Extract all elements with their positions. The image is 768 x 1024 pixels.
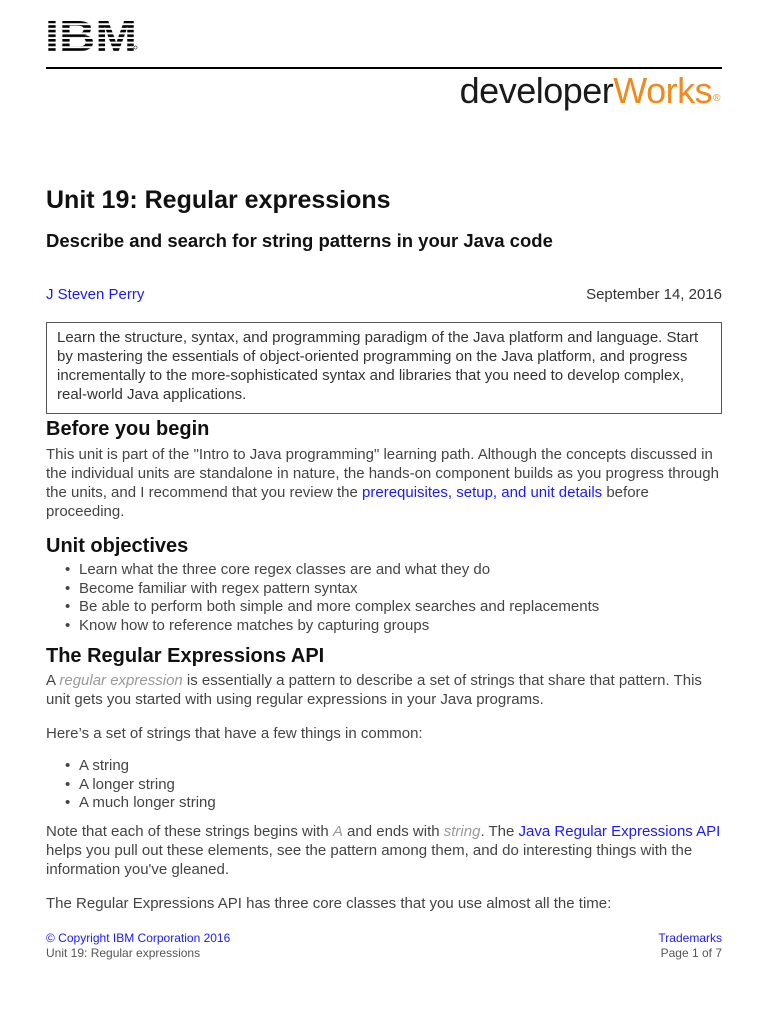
list-item: • Become familiar with regex pattern syntax — [46, 580, 599, 599]
list-item: • Be able to perform both simple and more complex searches and replacements — [46, 598, 599, 617]
strings-intro-paragraph: Here’s a set of strings that have a few things in common: — [46, 725, 423, 742]
api-p1-a: A — [46, 672, 60, 689]
ibm-logo — [46, 16, 146, 56]
regex-api-paragraph — [46, 822, 722, 879]
objectives-list — [46, 561, 599, 635]
before-text-end: before proceeding. — [46, 484, 649, 520]
term-string: string — [443, 823, 481, 840]
brand-developer: developer — [459, 70, 614, 111]
footer-unit-name: Unit 19: Regular expressions — [46, 945, 201, 960]
trademarks-link[interactable]: Trademarks — [658, 931, 722, 945]
list-item: • A much longer string — [46, 794, 216, 813]
before-you-begin-paragraph — [46, 445, 722, 521]
abstract-box: Learn the structure, syntax, and programming paradigm of the Java platform and language. Start by mastering the essentials of object-oriented programming on the Java platform, and progress incrementally to the more-sophisticated syntax and libraries that you need to develop complex, real-world Java applications. — [46, 322, 722, 414]
core-classes-paragraph: The Regular Expressions API has three core classes that you use almost all the time: — [46, 895, 612, 912]
page-number: Page 1 of 7 — [660, 945, 722, 960]
list-item: • Know how to reference matches by capturing groups — [46, 617, 599, 636]
page-title: Unit 19: Regular expressions — [46, 186, 391, 214]
header-rule — [46, 67, 722, 69]
term-regular-expression: regular expression — [59, 672, 183, 689]
list-item: • A longer string — [46, 776, 216, 795]
footer-left — [46, 931, 230, 960]
before-text: This unit is part of the "Intro to Java programming" learning path. Although the concepts discussed in the individual units are standalone in nature, the hands-on component builds as you progress through the units, and I recommend that you review the — [46, 446, 719, 501]
page-subtitle: Describe and search for string patterns in your Java code — [46, 230, 553, 251]
list-item: • Learn what the three core regex classes are and what they do — [46, 561, 599, 580]
footer-right — [658, 931, 722, 960]
java-regex-api-link[interactable]: Java Regular Expressions API — [518, 823, 721, 840]
api-p3-c: . The — [480, 823, 519, 840]
publish-date: September 14, 2016 — [586, 286, 722, 303]
section-heading-unit-objectives: Unit objectives — [46, 535, 189, 557]
developerworks-logo — [460, 70, 720, 112]
section-heading-before-you-begin: Before you begin — [46, 418, 210, 440]
api-p1-b: is essentially a pattern to describe a set of strings that share that pattern. This unit gets you started with using regular expressions in your Java programs. — [46, 672, 702, 708]
api-p3-d: helps you pull out these elements, see the pattern among them, and do interesting things with the information you've gleaned. — [46, 842, 693, 878]
registered-mark: ® — [713, 93, 720, 104]
brand-works: Works — [613, 70, 713, 111]
list-item: • A string — [46, 757, 216, 776]
api-p3-a: Note that each of these strings begins with — [46, 823, 333, 840]
author-link[interactable]: J Steven Perry — [46, 286, 145, 303]
byline — [46, 286, 722, 303]
section-heading-regex-api: The Regular Expressions API — [46, 645, 325, 667]
example-strings-list — [46, 757, 216, 813]
regex-intro-paragraph — [46, 671, 722, 709]
prerequisites-link[interactable]: prerequisites, setup, and unit details — [362, 484, 603, 501]
api-p3-b: and ends with — [342, 823, 444, 840]
term-a: A — [332, 823, 343, 840]
copyright-text: © Copyright IBM Corporation 2016 — [46, 931, 231, 945]
